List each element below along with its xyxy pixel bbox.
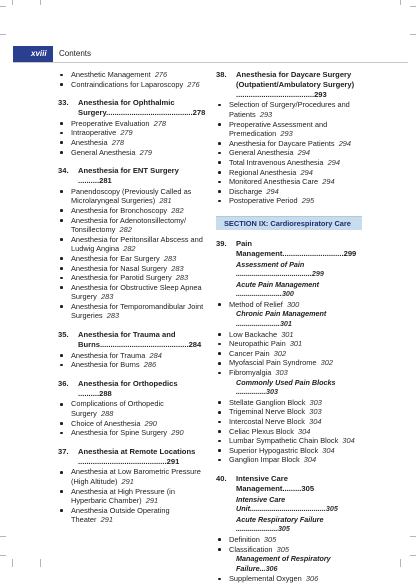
chapter-number: 36. [58, 378, 69, 388]
crop-mark [410, 555, 416, 556]
page-reference: 301 [289, 339, 303, 349]
entry-title: Anesthesia for Ophthalmic Surgery......................................... [78, 98, 193, 117]
page-reference: 281 [159, 196, 172, 206]
entry-title: Anesthesia for Daycare Patients [229, 138, 335, 148]
entry-title: Total Intravenous Anesthesia [229, 157, 324, 167]
page-reference: 291 [166, 456, 180, 466]
page-reference: 294 [297, 148, 310, 158]
entry-title: General Anesthesia [71, 147, 136, 157]
entry-title: Superior Hypogastric Block [229, 445, 319, 455]
entry-title: Stellate Ganglion Block [229, 397, 306, 407]
crop-mark [410, 536, 416, 537]
chapter-entry [216, 70, 362, 99]
toc-left-column [58, 70, 208, 525]
page-reference: 295 [301, 196, 315, 206]
entry-title: Intraoperative [71, 128, 117, 138]
toc-item [216, 148, 362, 158]
toc-item [58, 399, 208, 418]
toc-item [58, 351, 208, 361]
toc-item [216, 436, 362, 446]
entry-title: Management of Respiratory Failure... [236, 554, 331, 573]
toc-item [58, 264, 208, 274]
subsection-entry [216, 495, 362, 514]
crop-mark [12, 0, 13, 5]
page-reference: 304 [342, 436, 355, 446]
page-reference: 282 [171, 205, 184, 215]
toc-item [216, 545, 362, 555]
page-number: xviii [13, 46, 53, 62]
entry-title: Anesthesia for Daycare Surgery (Outpatient/Ambulatory Surgery) ..................................... [236, 70, 355, 99]
entry-title: Intensive Care Management......... [236, 473, 302, 493]
running-title: Contents [59, 49, 92, 58]
crop-mark [400, 0, 401, 5]
page-reference: 288 [101, 409, 114, 419]
crop-mark [40, 559, 41, 567]
entry-title: Anesthesia for Spine Surgery [71, 428, 168, 438]
page-reference: 306 [305, 574, 319, 584]
entry-title: Complications of Orthopedic Surgery [71, 399, 164, 419]
page-reference: 306 [265, 563, 278, 573]
page-reference: 288 [99, 388, 112, 398]
entry-title: Lumbar Sympathetic Chain Block [229, 436, 339, 446]
subsection-entry [216, 309, 362, 328]
toc-item [216, 398, 362, 408]
toc-item [58, 360, 208, 370]
entry-title: Trigeminal Nerve Block [229, 407, 306, 417]
entry-title: Contraindications for Laparoscopy [71, 79, 184, 89]
page-reference: 276 [187, 79, 200, 89]
entry-title: Discharge [229, 186, 263, 196]
entry-title: Anesthesia for Orthopedics .......... [78, 378, 178, 398]
toc-item [216, 455, 362, 465]
page-reference: 282 [123, 244, 136, 254]
page-reference: 283 [106, 311, 120, 321]
page-reference: 294 [338, 138, 352, 148]
page-reference: 294 [300, 167, 313, 177]
chapter-number: 38. [216, 70, 227, 79]
toc-item [216, 139, 362, 149]
entry-title: Intensive Care Unit...................................... [236, 494, 326, 514]
page-reference: 303 [309, 397, 322, 407]
entry-title: Anesthesia at Low Barometric Pressure (High Altitude) [71, 467, 201, 486]
toc-item [216, 349, 362, 359]
toc-item [58, 302, 208, 321]
toc-item [216, 535, 362, 545]
page-reference: 301 [279, 319, 292, 329]
page-reference: 290 [144, 418, 157, 428]
toc-item [216, 177, 362, 187]
entry-title: Anesthesia for Temporomandibular Joint Surgeries [71, 301, 204, 321]
entry-title: Anesthesia for Parotid Surgery [71, 273, 172, 283]
toc-item [58, 216, 208, 235]
toc-item [216, 358, 362, 368]
page-reference: 291 [145, 496, 159, 506]
crop-mark [410, 34, 416, 35]
page-reference: 302 [273, 348, 287, 358]
page-reference: 294 [322, 177, 335, 187]
chapter-entry [58, 330, 208, 350]
entry-title: Assessment of Pain ...................................... [236, 259, 312, 279]
chapter-entry [58, 166, 208, 186]
spacer [58, 438, 208, 447]
toc-item [216, 158, 362, 168]
chapter-entry [216, 474, 362, 494]
page-reference: 286 [143, 360, 157, 370]
chapter-entry [58, 447, 208, 467]
chapter-number: 33. [58, 98, 69, 108]
page-reference: 304 [322, 445, 335, 455]
toc-item [58, 119, 208, 129]
page-reference: 300 [286, 299, 300, 309]
page-reference: 305 [276, 544, 289, 554]
page-reference: 304 [298, 426, 311, 436]
crop-mark [0, 34, 6, 35]
spacer [216, 465, 362, 474]
subsection-entry [216, 280, 362, 299]
crop-mark [0, 536, 6, 537]
toc-item [216, 330, 362, 340]
entry-title: Anesthesia at Remote Locations .......................................... [78, 446, 196, 466]
toc-item [216, 196, 362, 206]
entry-title: Postoperative Period [229, 196, 298, 206]
page-reference: 299 [343, 248, 357, 258]
chapter-entry [58, 98, 208, 118]
entry-title: Panendoscopy (Previously Called as Microlaryngeal Surgeries) [71, 186, 192, 206]
entry-title: Regional Anesthesia [229, 167, 297, 177]
toc-item [216, 427, 362, 437]
entry-title: Anesthesia for Trauma and Burns.......................................... [78, 330, 189, 349]
page-reference: 279 [139, 147, 152, 157]
toc-item [58, 487, 208, 506]
toc-item [58, 70, 208, 80]
toc-item [216, 368, 362, 378]
page-reference: 283 [175, 273, 189, 283]
entry-title: Anesthesia for Adenotonsillectomy/ Tonsillectomy [71, 215, 187, 235]
toc-item [58, 419, 208, 429]
page-reference: 305 [277, 524, 290, 534]
entry-title: Fibromyalgia [229, 368, 272, 378]
toc-item [58, 467, 208, 486]
entry-title: Acute Respiratory Failure ..................... [236, 514, 324, 534]
spacer [58, 89, 208, 98]
entry-title: Anesthesia for Peritonsillar Abscess and Ludwig Angina [71, 234, 203, 254]
toc-item [216, 120, 362, 139]
toc-item [58, 128, 208, 138]
spacer [58, 370, 208, 379]
toc-item [58, 235, 208, 254]
entry-title: Commonly Used Pain Blocks ............... [236, 377, 336, 397]
toc-item [58, 254, 208, 264]
entry-title: Acute Pain Management ....................... [236, 279, 320, 299]
entry-title: Preoperative Assessment and Premedication [229, 119, 328, 139]
entry-title: Anesthesia for Burns [71, 360, 140, 370]
entry-title: Choice of Anesthesia [71, 418, 141, 428]
entry-title: Intercostal Nerve Block [229, 417, 305, 427]
entry-title: Chronic Pain Management ...................... [236, 309, 327, 329]
toc-item [58, 138, 208, 148]
chapter-number: 34. [58, 166, 69, 176]
page-reference: 305 [263, 534, 277, 544]
crop-mark [400, 559, 401, 567]
page-reference: 294 [266, 186, 279, 196]
entry-title: Anesthesia for Ear Surgery [71, 253, 160, 263]
entry-title: Celiac Plexus Block [229, 426, 294, 436]
toc-item [58, 206, 208, 216]
entry-title: Anesthesia for Obstructive Sleep Apnea Surgery [71, 282, 202, 302]
entry-title: Anesthesia for Nasal Surgery [71, 263, 168, 273]
chapter-entry [216, 239, 362, 259]
page-reference: 303 [265, 387, 278, 397]
page-reference: 293 [259, 109, 273, 119]
page-reference: 305 [325, 504, 338, 514]
crop-mark [0, 6, 6, 7]
toc-item [58, 80, 208, 90]
entry-title: Classification [229, 544, 273, 554]
toc-item [58, 148, 208, 158]
entry-title: Anesthesia for Trauma [71, 350, 146, 360]
toc-item [216, 574, 362, 584]
entry-title: Myofascial Pain Syndrome [229, 358, 317, 368]
page-reference: 303 [275, 368, 288, 378]
toc-item [216, 446, 362, 456]
page-reference: 290 [171, 428, 184, 438]
page-reference: 301 [281, 329, 294, 339]
crop-mark [12, 559, 13, 567]
page-reference: 282 [119, 225, 132, 235]
toc-item [216, 168, 362, 178]
page-reference: 284 [188, 339, 202, 349]
toc-item [216, 187, 362, 197]
entry-title: Cancer Pain [229, 348, 270, 358]
page-reference: 304 [303, 455, 317, 465]
entry-title: Supplemental Oxygen [229, 574, 302, 584]
page-reference: 279 [120, 128, 133, 138]
entry-title: Anesthesia at High Pressure (in Hyperbaric Chamber) [71, 486, 175, 506]
entry-title: Anesthesia [71, 137, 108, 147]
subsection-entry [216, 260, 362, 279]
entry-title: Monitored Anesthesia Care [229, 177, 319, 187]
page-header [13, 46, 408, 63]
page-reference: 299 [311, 269, 324, 279]
toc-item [216, 100, 362, 119]
toc-item [58, 428, 208, 438]
entry-title: Pain Management............................. [236, 238, 344, 258]
entry-title: Anesthesia for ENT Surgery .......... [78, 166, 179, 185]
toc-right-column [216, 70, 362, 584]
entry-title: Anesthetic Management [71, 70, 151, 79]
page-reference: 283 [171, 263, 184, 273]
page-reference: 276 [154, 70, 168, 79]
page-reference: 278 [192, 107, 206, 117]
crop-mark [410, 6, 416, 7]
chapter-entry [58, 379, 208, 399]
toc-item [58, 506, 208, 525]
toc-item [216, 407, 362, 417]
entry-title: Preoperative Evaluation [71, 118, 150, 128]
toc-item [216, 417, 362, 427]
entry-title: Anesthesia for Bronchoscopy [71, 205, 168, 215]
page-reference: 293 [314, 89, 327, 99]
page-reference: 284 [149, 350, 162, 360]
chapter-number: 39. [216, 238, 227, 248]
toc-item [58, 283, 208, 302]
spacer [58, 157, 208, 166]
entry-title: Definition [229, 534, 260, 544]
subsection-entry [216, 378, 362, 397]
toc-item [58, 187, 208, 206]
page-reference: 300 [281, 289, 294, 299]
chapter-number: 35. [58, 330, 69, 340]
page-reference: 291 [121, 477, 134, 486]
page-reference: 281 [99, 175, 112, 185]
entry-title: Selection of Surgery/Procedures and Patients [229, 100, 350, 119]
chapter-number: 37. [58, 446, 69, 456]
page-reference: 293 [280, 129, 293, 139]
toc-item [216, 339, 362, 349]
subsection-entry [216, 515, 362, 534]
page-reference: 302 [320, 358, 333, 368]
entry-title: Ganglion Impar Block [229, 455, 300, 465]
crop-mark [40, 0, 41, 5]
toc-item [58, 273, 208, 283]
entry-title: General Anesthesia [229, 148, 294, 158]
page-reference: 303 [309, 407, 322, 417]
page-reference: 283 [101, 292, 114, 302]
page-reference: 278 [111, 137, 125, 147]
page-reference: 278 [153, 118, 166, 128]
page-reference: 294 [327, 157, 340, 167]
entry-title: Low Backache [229, 329, 278, 339]
section-heading: SECTION IX: Cardiorespiratory Care [216, 216, 362, 230]
entry-title: Neuropathic Pain [229, 339, 286, 349]
toc-item [216, 300, 362, 310]
chapter-number: 40. [216, 473, 227, 483]
page-reference: 304 [309, 417, 322, 427]
page-reference: 283 [163, 253, 177, 263]
entry-title: Method of Relief [229, 299, 283, 309]
subsection-entry [216, 554, 362, 573]
page-reference: 291 [100, 515, 113, 525]
entry-title: Anesthesia Outside Operating Theater [71, 505, 170, 525]
crop-mark [0, 555, 6, 556]
spacer [58, 321, 208, 330]
page-reference: 305 [301, 483, 315, 493]
